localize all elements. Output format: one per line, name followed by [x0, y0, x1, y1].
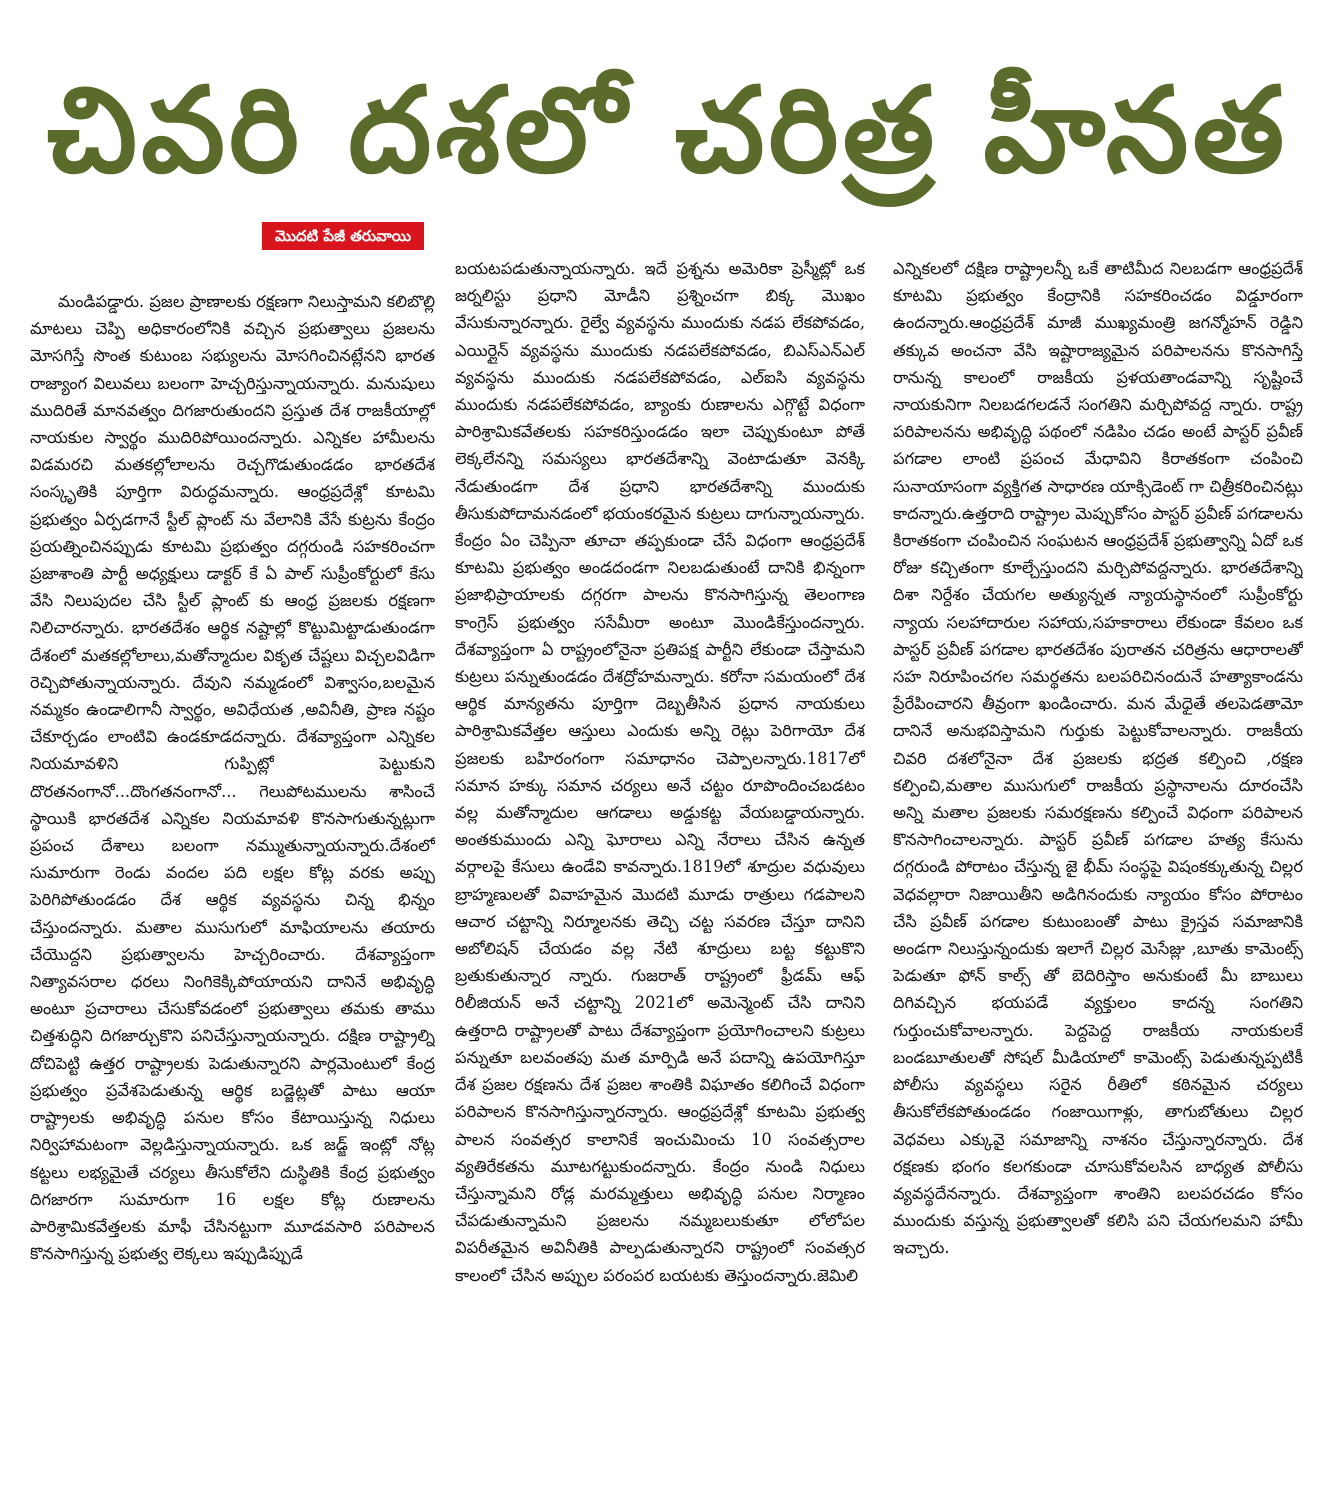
column-2-text: బయటపడుతున్నాయన్నారు. ఇదే ప్రశ్నను అమెరికా ప్రెస్మీట్లో ఒక జర్నలిస్టు ప్రధాని మోడీని ప్రశ్నించగా బిక్క మొఖం వేసుకున్నారన్నారు. రైల్వే వ్యవస్థను ముందుకు నడప లేకపోవడం, ఎయిర్లైన్ వ్యవస్థను ముందుకు నడపలేకపోవడం, బిఎస్ఎన్ఎల్ వ్యవస్థను ముందుకు నడపలేకపోవడం, ఎల్ఐసి వ్యవస్థను ముందుకు నడపలేకపోవడం, బ్యాంకు రుణాలను ఎగ్గొట్టే విధంగా పారిశ్రామికవేతలకు సహకరిస్తుండడం ఇలా చెప్పుకుంటూ పోతే లెక్కలేనన్ని సమస్యలు భారతదేశాన్ని వెంటాడుతూ వెనక్కి నేడుతుండగా దేశ ప్రధాని భారతదేశాన్ని ముందుకు తీసుకుపోదామనడంలో భయంకరమైన కుట్రలు దాగున్నాయన్నారు. కేంద్రం ఏం చెప్పినా తూచా తప్పకుండా చేసే విధంగా ఆంధ్రప్రదేశ్ కూటమి ప్రభుత్వం అండదండగా నిలబడుతుంటే దానికి భిన్నంగా ప్రజాభిప్రాయాలకు దగ్గరగా పాలను కొనసాగిస్తున్న తెలంగాణ కాంగ్రెస్ ప్రభుత్వం ససేమీరా అంటూ మొండికేస్తుందన్నారు. దేశవ్యాప్తంగా ఏ రాష్ట్రంలోనైనా ప్రతిపక్ష పార్టీని లేకుండా చేస్తామని కుట్రలు పన్నుతుండడం దేశద్రోహమన్నారు. కరోనా సమయంలో దేశ ఆర్థిక మాన్యతను పూర్తిగా దెబ్బతీసిన ప్రధాన నాయకులు పారిశ్రామికవేత్తల ఆస్తులు ఎందుకు అన్ని రెట్లు పెరిగాయో దేశ ప్రజలకు బహిరంగంగా సమాధానం చెప్పాలన్నారు.1817లో సమాన హక్కు సమాన చర్యలు అనే చట్టం రూపొందించబడటం వల్ల మతోన్మాదుల ఆగడాలు అడ్డుకట్ట వేయబడ్డాయన్నారు. అంతకుముందు ఎన్ని ఘోరాలు ఎన్ని నేరాలు చేసిన ఉన్నత వర్గాలపై కేసులు ఉండేవి కావన్నారు.1819లో శూద్రుల వధువులు బ్రాహ్మణులతో వివాహమైన మొదటి మూడు రాత్రులు గడపాలని ఆచార చట్టాన్ని నిర్మూలనకు తెచ్చి చట్ట సవరణ చేస్తూ దానిని అబోలిషన్ చేయడం వల్ల నేటి శూద్రులు బట్ట కట్టుకొని బ్రతుకుతున్నార న్నారు. గుజరాత్ రాష్ట్రంలో ఫ్రీడమ్ ఆఫ్ రిలీజియన్ అనే చట్టాన్ని 2021లో అమెన్మెంట్ చేసి దానిని ఉత్తరాది రాష్ట్రాలతో పాటు దేశవ్యాప్తంగా ప్రయోగించాలని కుట్రలు పన్నుతూ బలవంతపు మత మార్పిడి అనే పదాన్ని ఉపయోగిస్తూ దేశ ప్రజల రక్షణను దేశ ప్రజల శాంతికి విఘాతం కలిగించే విధంగా పరిపాలన కొనసాగిస్తున్నారన్నారు. ఆంధ్రప్రదేశ్లో కూటమి ప్రభుత్వ పాలన సంవత్సర కాలానికే ఇంచుమించు 10 సంవత్సరాల వ్యతిరేకతను మూటగట్టుకుందన్నారు. కేంద్రం నుండి నిధులు చేస్తున్నామని రోడ్ల మరమ్మత్తులు అభివృద్ధి పనుల నిర్మాణం చేపడుతున్నామని ప్రజలను నమ్మబలుకుతూ లోలోపల విపరీతమైన అవినీతికి పాల్పడుతున్నారని రాష్ట్రంలో సంవత్సర కాలంలో చేసిన అప్పుల పరంపర బయటకు తెస్తుందన్నారు.జెమిలి — [455, 259, 865, 1285]
column-1-text: మండిపడ్డారు. ప్రజల ప్రాణాలకు రక్షణగా నిలుస్తామని కలిబొల్లి మాటలు చెప్పి అధికారంలోనికి వచ్చిన ప్రభుత్వాలు ప్రజలను మోసగిస్తే సొంత కుటుంబ సభ్యులను మోసగించినట్లేనని భారత రాజ్యాంగ విలువలు బలంగా హెచ్చరిస్తున్నాయన్నారు. మనుషులు ముదిరితే మానవత్వం దిగజారుతుందని ప్రస్తుత దేశ రాజకీయాల్లో నాయకుల స్వార్థం ముదిరిపోయిందన్నారు. ఎన్నికల హామీలను విడమరచి మతకల్లోలాలను రెచ్చగొడుతుండడం భారతదేశ సంస్కృతికి పూర్తిగా విరుద్ధమన్నారు. ఆంధ్రప్రదేశ్లో కూటమి ప్రభుత్వం ఏర్పడగానే స్టీల్ ప్లాంట్ ను వేలానికి వేసే కుట్రను కేంద్రం ప్రయత్నించినప్పుడు కూటమి ప్రభుత్వం దగ్గరుండి సహకరించగా ప్రజాశాంతి పార్టీ అధ్యక్షులు డాక్టర్ కే ఏ పాల్ సుప్రీంకోర్టులో కేసు వేసి నిలుపుదల చేసి స్టీల్ ప్లాంట్ కు ఆంధ్ర ప్రజలకు రక్షణగా నిలిచారన్నారు. భారతదేశం ఆర్థిక నష్టాల్లో కొట్టుమిట్టాడుతుండగా దేశంలో మతకల్లోలాలు,మతోన్మాదుల వికృత చేష్టలు విచ్చలవిడిగా రెచ్చిపోతున్నాయన్నారు. దేవుని నమ్మడంలో విశ్వాసం,బలమైన నమ్మకం ఉండాలిగానీ స్వార్థం, అవిధేయత ,అవినీతి, ప్రాణ నష్టం చేకూర్చడం లాంటివి ఉండకూడదన్నారు. దేశవ్యాప్తంగా ఎన్నికల నియమావళిని గుప్పిట్లో పెట్టుకుని దొరతనంగానో...దొంగతనంగానో... గెలుపోటములను శాసించే స్థాయికి భారతదేశ ఎన్నికల నియమావళి కొనసాగుతున్నట్లుగా ప్రపంచ దేశాలు బలంగా నమ్ముతున్నాయన్నారు.దేశంలో సుమారుగా రెండు వందల పది లక్షల కోట్ల వరకు అప్పు పెరిగిపోతుండడం దేశ ఆర్థిక వ్యవస్థను చిన్న భిన్నం చేస్తుందన్నారు. మతాల ముసుగులో మాఫియాలను తయారు చేయొద్దని ప్రభుత్వాలను హెచ్చరించారు. దేశవ్యాప్తంగా నిత్యావసరాల ధరలు నింగికెక్కిపోయాయని దానినే అభివృద్ధి అంటూ ప్రచారాలు చేసుకోవడంలో ప్రభుత్వాలు తమకు తాము చిత్తశుద్ధిని దిగజార్చుకొని పనిచేస్తున్నాయన్నారు. దక్షిణ రాష్ట్రాల్ని దోచిపెట్టి ఉత్తర రాష్ట్రాలకు పెడుతున్నారని పార్లమెంటులో కేంద్ర ప్రభుత్వం ప్రవేశపెడుతున్న ఆర్థిక బడ్జెట్లతో పాటు ఆయా రాష్ట్రాలకు అభివృద్ధి పనుల కోసం కేటాయిస్తున్న నిధులు నిర్విహామటంగా వెల్లడిస్తున్నాయన్నారు. ఒక జడ్జ్ ఇంట్లో నోట్ల కట్టలు లభ్యమైతే చర్యలు తీసుకోలేని దుస్థితికి కేంద్ర ప్రభుత్వం దిగజారగా సుమారుగా 16 లక్షల కోట్ల రుణాలను పారిశ్రామికవేత్తలకు మాఫీ చేసినట్టుగా మూడవసారి పరిపాలన కొనసాగిస్తున్న ప్రభుత్వ లెక్కలు ఇప్పుడిప్పుడే — [30, 292, 435, 1264]
article-column-1 — [30, 288, 435, 1498]
column-3-text: ఎన్నికలలో దక్షిణ రాష్ట్రాలన్నీ ఒకే తాటిమీద నిలబడగా ఆంధ్రప్రదేశ్ కూటమి ప్రభుత్వం కేంద్రానికి సహకరించడం విడ్డూరంగా ఉందన్నారు.ఆంధ్రప్రదేశ్ మాజీ ముఖ్యమంత్రి జగన్మోహన్ రెడ్డిని తక్కువ అంచనా వేసి ఇష్టారాజ్యమైన పరిపాలనను కొనసాగిస్తే రానున్న కాలంలో రాజకీయ ప్రళయతాండవాన్ని సృష్టించే నాయకునిగా నిలబడగలడనే సంగతిని మర్చిపోవద్ద న్నారు. రాష్ట్ర పరిపాలనను అభివృద్ధి పథంలో నడిపిం చడం అంటే పాస్టర్ ప్రవీణ్ పగడాల లాంటి ప్రపంచ మేధావిని కిరాతకంగా చంపించి సునాయాసంగా వ్యక్తిగత సాధారణ యాక్సిడెంట్ గా చిత్రీకరించినట్లు కాదన్నారు.ఉత్తరాది రాష్ట్రాల మెప్పుకోసం పాస్టర్ ప్రవీణ్ పగడాలను కిరాతకంగా చంపించిన సంఘటన ఆంధ్రప్రదేశ్ ప్రభుత్వాన్ని ఏదో ఒక రోజు కచ్చితంగా కూల్చేస్తుందని మర్చిపోవద్దన్నారు. భారతదేశాన్ని దిశా నిర్దేశం చేయగల అత్యున్నత న్యాయస్థానంలో సుప్రీంకోర్టు న్యాయ సలహాదారుల సహాయ,సహకారాలు లేకుండా కేవలం ఒక పాస్టర్ ప్రవీణ్ పగడాల భారతదేశం పురాతన చరిత్రను ఆధారాలతో సహ నిరూపించగల సమర్థతను బలపరిచినందునే హత్యాకాండను ప్రేరేపించారని తీవ్రంగా ఖండించారు. మన మేధైతే తలపెడతామో దానినే అనుభవిస్తామని గుర్తుకు పెట్టుకోవాలన్నారు. రాజకీయ చివరి దశలోనైనా దేశ ప్రజలకు భద్రత కల్పించి ,రక్షణ కల్పించి,మతాల ముసుగులో రాజకీయ ప్రస్థానాలను దూరంచేసి అన్ని మతాల ప్రజలకు సమరక్షణను కల్పించే విధంగా పరిపాలన కొనసాగించాలన్నారు. పాస్టర్ ప్రవీణ్ పగడాల హత్య కేసును దగ్గరుండి పోరాటం చేస్తున్న జై భీమ్ సంస్థపై విషంకక్కుతున్న చిల్లర వెధవల్లారా నిజాయితీని అడిగినందుకు న్యాయం కోసం పోరాటం చేసి ప్రవీణ్ పగడాల కుటుంబంతో పాటు క్రైస్తవ సమాజానికి అండగా నిలుస్తున్నందుకు ఇలాగే చిల్లర మెసేజ్లు ,బూతు కామెంట్స్ పెడుతూ ఫోన్ కాల్స్ తో బెదిరిస్తాం అనుకుంటే మీ బాబులు దిగివచ్చిన భయపడే వ్యక్తులం కాదన్న సంగతిని గుర్తుంచుకోవాలన్నారు. పెద్దపెద్ద రాజకీయ నాయకులకే బండబూతులతో సోషల్ మీడియాలో కామెంట్స్ పెడుతున్నప్పటికీ పోలీసు వ్యవస్థలు సరైన రీతిలో కఠినమైన చర్యలు తీసుకోలేకపోతుండడం గంజాయిగాళ్లు, తాగుబోతులు చిల్లర వెధవలు ఎక్కువై సమాజాన్ని నాశనం చేస్తున్నారన్నారు. దేశ రక్షణకు భంగం కలగకుండా చూసుకోవలసిన బాధ్యత పోలీసు వ్యవస్థదేనన్నారు. దేశవ్యాప్తంగా శాంతిని బలపరచడం కోసం ముందుకు వస్తున్న ప్రభుత్వాలతో కలిసి పని చేయగలమని హామీ ఇచ్చారు. — [893, 259, 1303, 1258]
continuation-tag: మొదటి పేజీ తరువాయి — [262, 222, 424, 250]
headline: చివరి దశలో చరిత్ర హీనత — [46, 61, 1289, 199]
article-column-3 — [893, 255, 1303, 1495]
article-column-2 — [455, 255, 865, 1495]
